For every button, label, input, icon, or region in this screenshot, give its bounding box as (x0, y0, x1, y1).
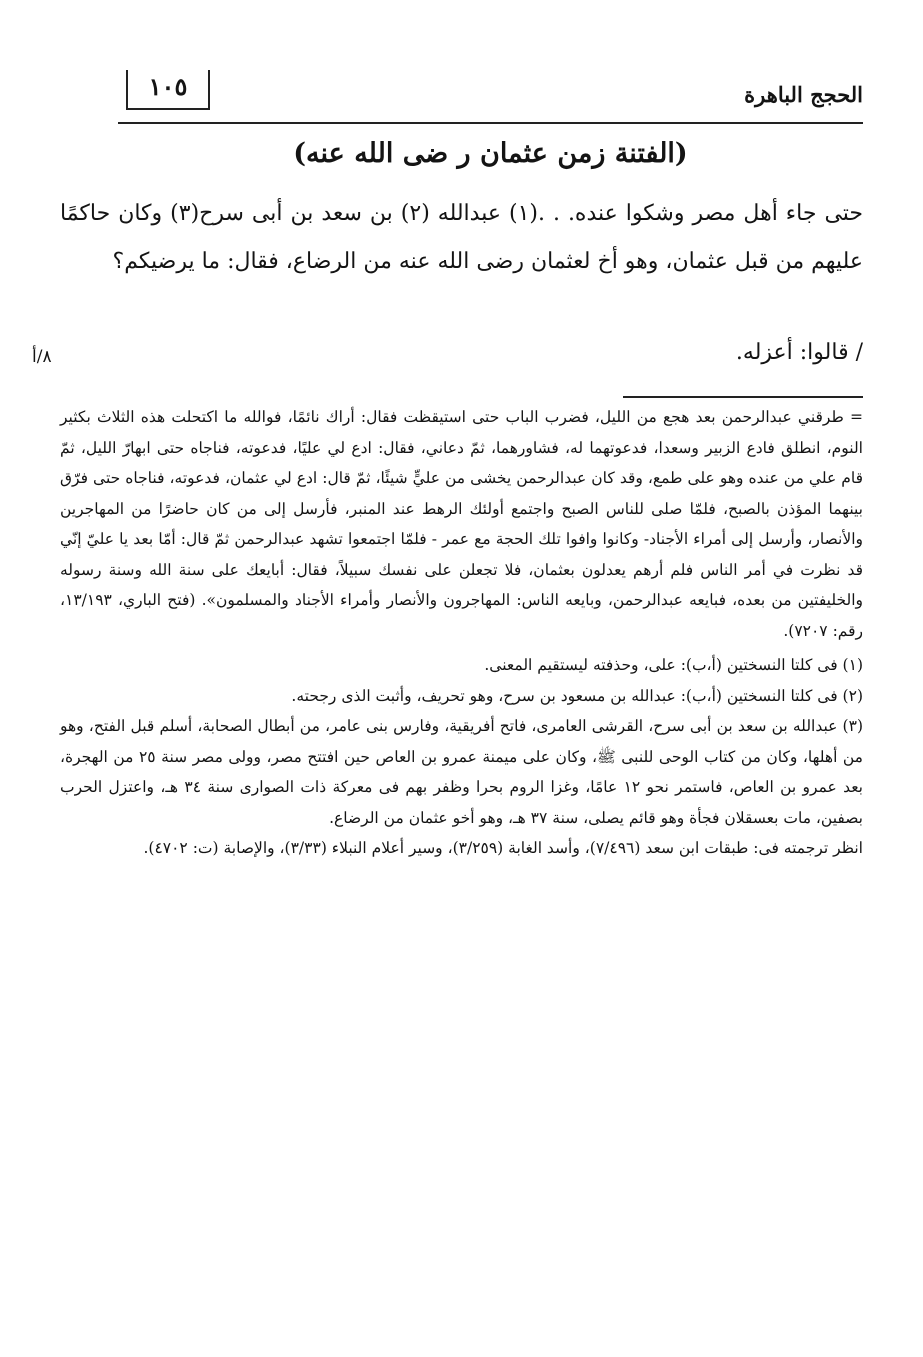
header-rule (118, 122, 863, 124)
footnote-continuation: = طرقني عبدالرحمن بعد هجع من الليل، فضرب الباب حتى استيقظت فقال: أراك نائمًا، فوالله ما اكتحلت هذه الثلاث بكثير النوم، انطلق فادع الزبير وسعدا، فدعوتهما له، فشاورهما، ثمّ دعاني، فقال: ادع لي عليًا، فدعوته، فناجاه حتى ابهارّ الليل، ثمّ قام علي من عنده وهو على طمع، وقد كان عبدالرحمن يخشى من عليٍّ شيئًا، ثمّ قال: ادع لي عثمان، فدعوته، فناجاه حتى فرّق بينهما المؤذن بالصبح، فلمّا صلى للناس الصبح واجتمع أولئك الرهط عند المنبر، فأرسل إلى من كان حاضرًا من المهاجرين والأنصار، وأرسل إلى أمراء الأجناد- وكانوا وافوا تلك الحجة مع عمر - فلمّا اجتمعوا تشهد عبدالرحمن ثمّ قال: أمّا بعد يا عليّ إنّي قد نظرت في أمر الناس فلم أرهم يعدلون بعثمان، فلا تجعلن على نفسك سبيلاً، فقال: أبايعك على سنة الله وسنة رسوله والخليفتين من بعده، فبايعه عبدالرحمن، وبايعه الناس: المهاجرون والأنصار وأمراء الأجناد والمسلمون». (فتح الباري، ١٣/١٩٣، رقم: ٧٢٠٧). (60, 408, 863, 640)
page-number-box (126, 70, 210, 110)
margin-note: ٨/أ (32, 347, 52, 367)
running-title: الحجج الباهرة (744, 82, 863, 107)
page-number: ١٠٥ (148, 72, 188, 101)
page-header (118, 60, 863, 116)
footnote-list (60, 650, 863, 864)
footnote-item: (٣) عبدالله بن سعد بن أبى سرح، القرشى العامرى، فاتح أفريقية، وفارس بنى عامر، من أبطال الصحابة، أسلم قبل الفتح، وهو من أهلها، وكان من كتاب الوحى للنبى ﷺ، وكان على ميمنة عمرو بن العاص حين افتتح مصر، وولى مصر سنة ٢٥ من الهجرة، بعد عمرو بن العاص، فاستمر نحو ١٢ عامًا، وغزا الروم بحرا وظفر بهم فى معركة ذات الصوارى سنة ٣٤ هـ، واعتزل الحرب بصفين، مات بعسقلان فجأة وهو قائم يصلى، سنة ٣٧ هـ، وهو أخو عثمان من الرضاع. (60, 717, 863, 827)
footnote-references: انظر ترجمته فى: طبقات ابن سعد (٧/٤٩٦)، وأسد الغابة (٣/٢٥٩)، وسير أعلام النبلاء (٣/٣٣)، والإصابة (ت: ٤٧٠٢). (143, 839, 863, 857)
footnote-item: (١) فى كلتا النسختين (أ،ب): على، وحذفته ليستقيم المعنى. (484, 656, 863, 674)
footnotes (60, 402, 863, 864)
quote-line: / قالوا: أعزله. (735, 340, 863, 365)
main-paragraph: حتى جاء أهل مصر وشكوا عنده. . .(١) عبدالله (٢) بن سعد بن أبى سرح(٣) وكان حاكمًا عليهم من قبل عثمان، وهو أخ لعثمان رضى الله عنه من الرضاع، فقال: ما يرضيكم؟ (60, 201, 864, 274)
footnote-item: (٢) فى كلتا النسختين (أ،ب): عبدالله بن مسعود بن سرح، وهو تحريف، وأثبت الذى رجحته. (291, 686, 863, 705)
chapter-title: (الفتنة زمن عثمان ر ضى الله عنه) (293, 138, 688, 169)
main-text (60, 190, 863, 286)
footnote-rule (623, 396, 863, 398)
